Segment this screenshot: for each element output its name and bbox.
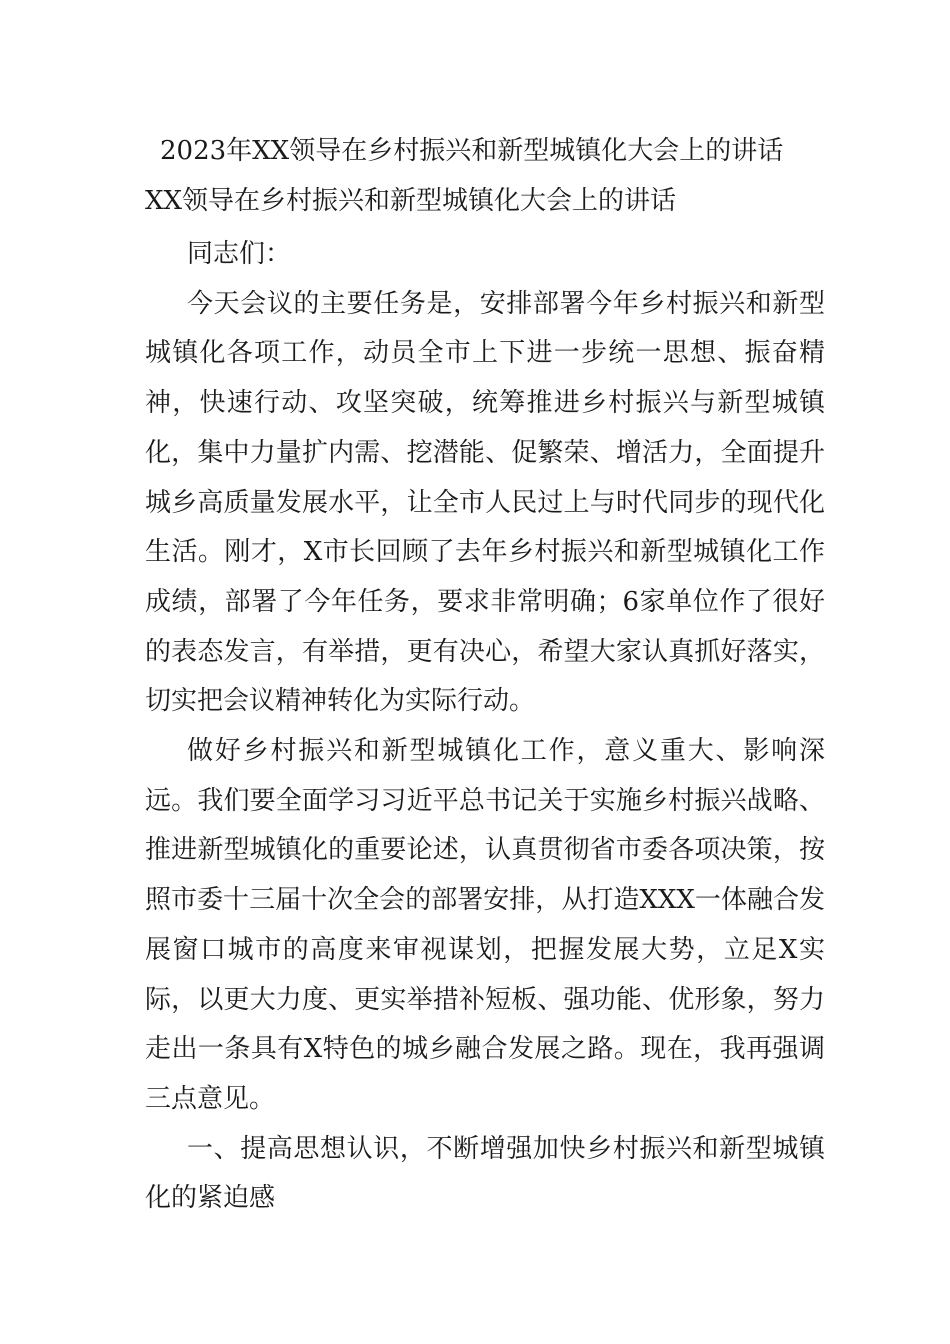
paragraph-significance: 做好乡村振兴和新型城镇化工作，意义重大、影响深远。我们要全面学习习近平总书记关于实施乡村振兴战略、推进新型城镇化的重要论述，认真贯彻省市委各项决策，按照市委十三届十次全会的部署安排，从打造XXX一体融合发展窗口城市的高度来审视谋划，把握发展大势，立足X实际，以更大力度、更实举措补短板、强功能、优形象，努力走出一条具有X特色的城乡融合发展之路。现在，我再强调三点意见。 — [145, 736, 825, 1114]
document-subtitle: XX领导在乡村振兴和新型城镇化大会上的讲话 — [145, 186, 677, 216]
document-title: 2023年XX领导在乡村振兴和新型城镇化大会上的讲话 — [160, 136, 784, 166]
section-heading-1: 一、提高思想认识，不断增强加快乡村振兴和新型城镇化的紧迫感 — [145, 1133, 825, 1214]
paragraph-intro: 今天会议的主要任务是，安排部署今年乡村振兴和新型城镇化各项工作，动员全市上下进一步统一思想、振奋精神，快速行动、攻坚突破，统筹推进乡村振兴与新型城镇化，集中力量扩内需、挖潜能、促繁荣、增活力，全面提升城乡高质量发展水平，让全市人民过上与时代同步的现代化生活。刚才，X市长回顾了去年乡村振兴和新型城镇化工作成绩，部署了今年任务，要求非常明确；6家单位作了很好的表态发言，有举措，更有决心，希望大家认真抓好落实，切实把会议精神转化为实际行动。 — [145, 288, 825, 717]
document-body — [145, 230, 825, 1224]
salutation: 同志们： — [187, 239, 292, 269]
